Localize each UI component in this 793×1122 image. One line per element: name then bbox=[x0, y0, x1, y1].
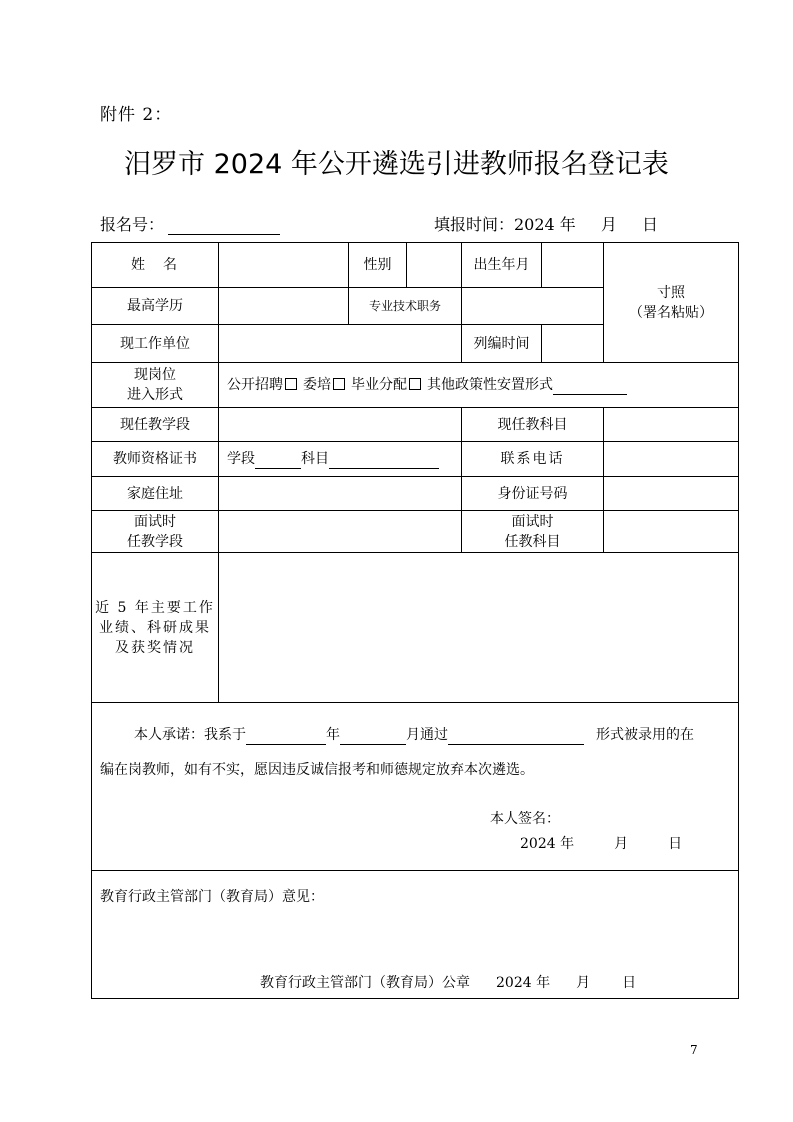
fill-time-label: 填报时间：2024 年 bbox=[434, 215, 576, 234]
photo-box[interactable] bbox=[604, 243, 739, 363]
cert-subject-label: 科目 bbox=[301, 451, 329, 467]
address-label: 家庭住址 bbox=[92, 477, 219, 511]
attachment-label: 附件 2： bbox=[100, 105, 173, 125]
entry-mode-label: 现岗位 进入形式 bbox=[92, 363, 219, 408]
pledge-line2: 编在岗教师，如有不实，愿因违反诚信报考和师德规定放弃本次遴选。 bbox=[100, 762, 534, 778]
reg-no-label: 报名号： bbox=[100, 215, 165, 234]
title-rank-field[interactable] bbox=[462, 288, 604, 325]
reg-no-blank[interactable] bbox=[168, 218, 280, 235]
entry-option-label: 公开招聘 bbox=[227, 377, 283, 393]
current-subject-field[interactable] bbox=[604, 408, 739, 442]
pledge-year-blank[interactable] bbox=[246, 729, 326, 745]
photo-label: 寸照 bbox=[657, 284, 685, 301]
id-label: 身份证号码 bbox=[462, 477, 604, 511]
entry-option-label: 毕业分配 bbox=[351, 377, 407, 393]
pledge-section bbox=[92, 703, 739, 871]
page-title: 汨罗市 2024 年公开遴选引进教师报名登记表 bbox=[124, 149, 669, 180]
work-unit-field[interactable] bbox=[219, 325, 462, 363]
cert-stage-label: 学段 bbox=[227, 451, 255, 467]
interview-subject-field[interactable] bbox=[604, 511, 739, 553]
interview-stage-field[interactable] bbox=[219, 511, 462, 553]
opinion-seal-line: 教育行政主管部门（教育局）公章 2024 年 月 日 bbox=[260, 975, 637, 991]
current-subject-label: 现任教科目 bbox=[462, 408, 604, 442]
pledge-date: 2024 年 月 日 bbox=[520, 836, 683, 852]
interview-subject-label: 面试时 任教科目 bbox=[462, 511, 604, 553]
registration-form bbox=[91, 242, 739, 999]
current-stage-field[interactable] bbox=[219, 408, 462, 442]
entry-option-label: 其他政策性安置形式 bbox=[427, 377, 553, 393]
pledge-line1: 本人承诺：我系于 年 月通过 形式被录用的在 bbox=[134, 727, 694, 743]
staff-time-field[interactable] bbox=[542, 325, 604, 363]
opinion-label: 教育行政主管部门（教育局）意见： bbox=[100, 889, 324, 905]
birth-field[interactable] bbox=[542, 243, 604, 288]
current-stage-label: 现任教学段 bbox=[92, 408, 219, 442]
gender-label: 性别 bbox=[349, 243, 407, 288]
photo-note: （署名粘贴） bbox=[629, 304, 713, 321]
sign-label: 本人签名： bbox=[490, 811, 560, 827]
cert-label: 教师资格证书 bbox=[92, 442, 219, 477]
education-label: 最高学历 bbox=[92, 288, 219, 325]
registration-number bbox=[100, 212, 280, 235]
birth-label: 出生年月 bbox=[462, 243, 542, 288]
checkbox[interactable] bbox=[285, 378, 297, 390]
education-field[interactable] bbox=[219, 288, 349, 325]
name-label: 姓 名 bbox=[92, 243, 219, 288]
address-field[interactable] bbox=[219, 477, 462, 511]
page-number: 7 bbox=[690, 1043, 698, 1057]
work-unit-label: 现工作单位 bbox=[92, 325, 219, 363]
cert-field bbox=[219, 442, 462, 477]
checkbox[interactable] bbox=[333, 378, 345, 390]
achievements-field[interactable] bbox=[219, 553, 739, 703]
checkbox[interactable] bbox=[409, 378, 421, 390]
title-rank-label: 专业技术职务 bbox=[349, 288, 462, 325]
fill-time bbox=[434, 212, 664, 235]
pledge-month-blank[interactable] bbox=[340, 729, 406, 745]
entry-mode-options bbox=[219, 363, 739, 408]
pledge-form-blank[interactable] bbox=[448, 729, 584, 745]
cert-stage-blank[interactable] bbox=[255, 453, 301, 469]
opinion-section bbox=[92, 871, 739, 999]
name-field[interactable] bbox=[219, 243, 349, 288]
id-field[interactable] bbox=[604, 477, 739, 511]
fill-time-month: 月 bbox=[600, 215, 617, 234]
fill-time-day: 日 bbox=[642, 215, 659, 234]
cert-subject-blank[interactable] bbox=[329, 453, 439, 469]
achievements-label: 近 5 年主要工作 业绩、科研成果 及获奖情况 bbox=[92, 553, 219, 703]
other-form-blank[interactable] bbox=[553, 379, 627, 395]
gender-field[interactable] bbox=[407, 243, 462, 288]
interview-stage-label: 面试时 任教学段 bbox=[92, 511, 219, 553]
phone-label: 联系电话 bbox=[462, 442, 604, 477]
staff-time-label: 列编时间 bbox=[462, 325, 542, 363]
phone-field[interactable] bbox=[604, 442, 739, 477]
entry-option-label: 委培 bbox=[303, 377, 331, 393]
